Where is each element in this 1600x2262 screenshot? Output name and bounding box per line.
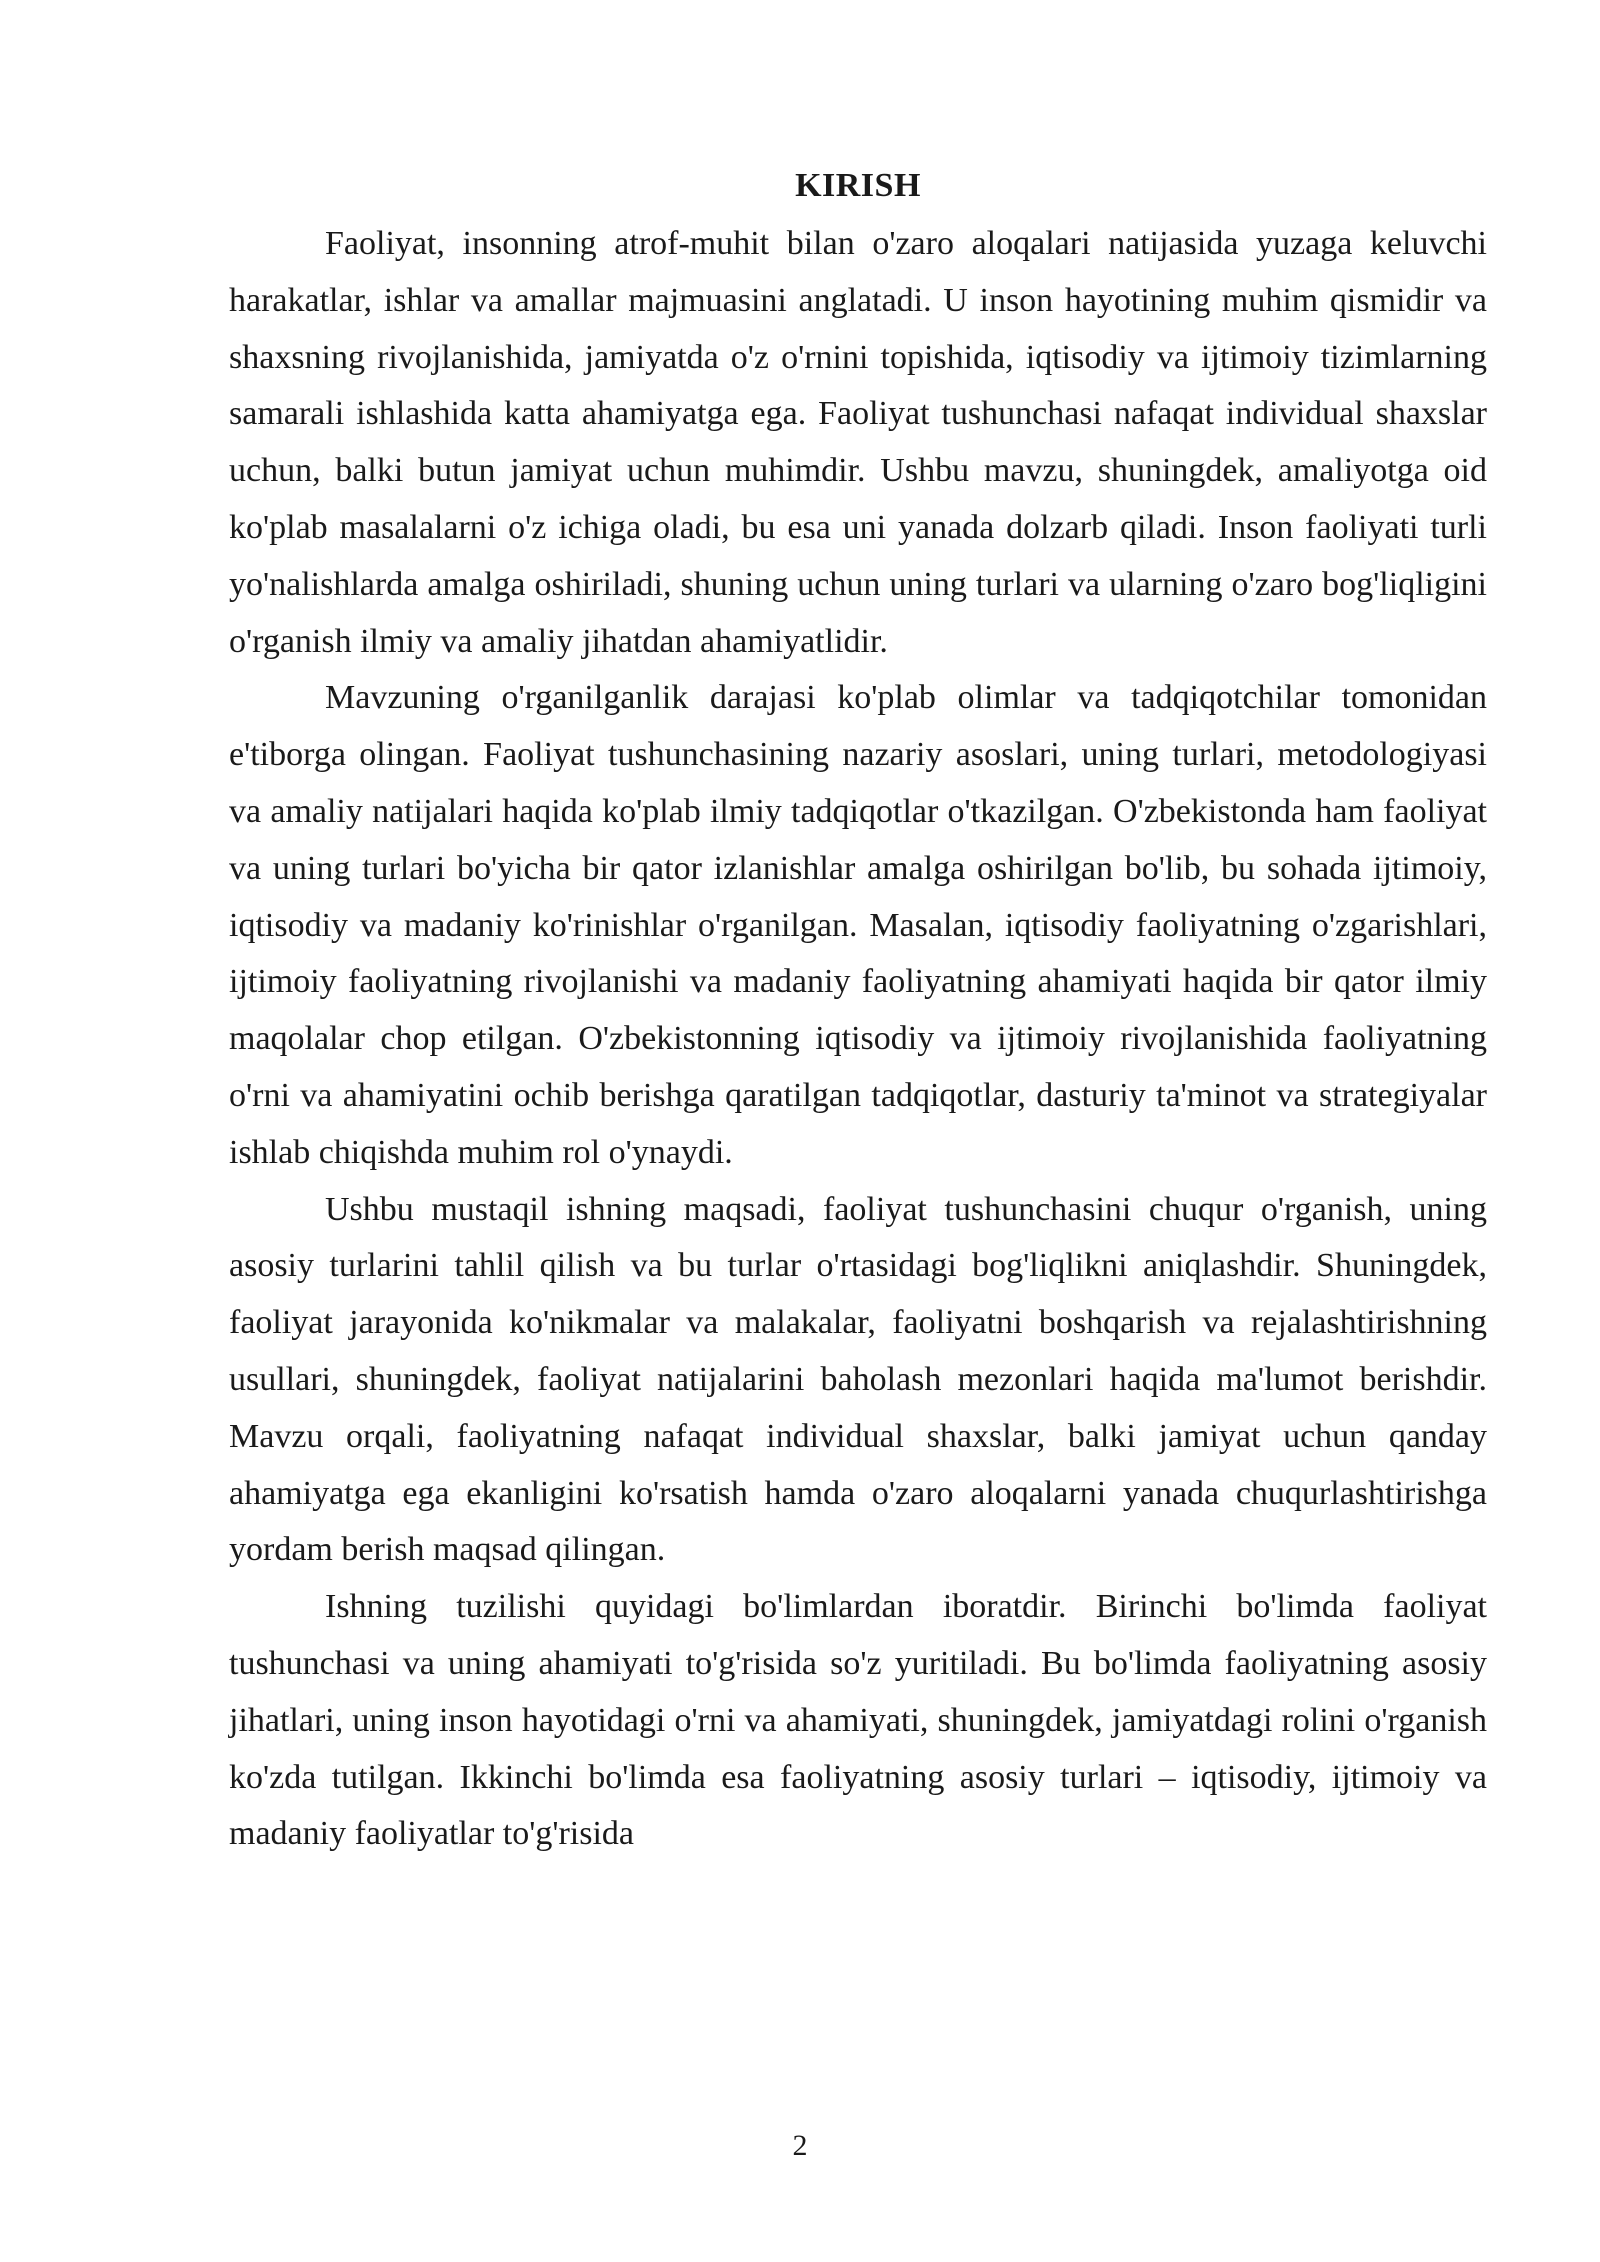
paragraph-research-level: Mavzuning o'rganilganlik darajasi ko'plab olimlar va tadqiqotchilar tomonidan e'tiborga olingan. Faoliyat tushunchasining nazariy asoslari, uning turlari, metodologiyasi va amaliy natijalari haqida ko'plab ilmiy tadqiqotlar o'tkazilgan. O'zbekistonda ham faoliyat va uning turlari bo'yicha bir qator izlanishlar amalga oshirilgan bo'lib, bu sohada ijtimoiy, iqtisodiy va madaniy ko'rinishlar o'rganilgan. Masalan, iqtisodiy faoliyatning o'zgarishlari, ijtimoiy faoliyatning rivojlanishi va madaniy faoliyatning ahamiyati haqida bir qator ilmiy maqolalar chop etilgan. O'zbekistonning iqtisodiy va ijtimoiy rivojlanishida faoliyatning o'rni va ahamiyatini ochib berishga qaratilgan tadqiqotlar, dasturiy ta'minot va strategiyalar ishlab chiqishda muhim rol o'ynaydi. <box>229 679 1487 1171</box>
section-title: KIRISH <box>795 167 921 204</box>
page-content <box>229 160 1487 1863</box>
paragraph-purpose: Ushbu mustaqil ishning maqsadi, faoliyat tushunchasini chuqur o'rganish, uning asosiy turlarini tahlil qilish va bu turlar o'rtasidagi bog'liqlikni aniqlashdir. Shuningdek, faoliyat jarayonida ko'nikmalar va malakalar, faoliyatni boshqarish va rejalashtirishning usullari, shuningdek, faoliyat natijalarini baholash mezonlari haqida ma'lumot berishdir. Mavzu orqali, faoliyatning nafaqat individual shaxslar, balki jamiyat uchun qanday ahamiyatga ega ekanligini ko'rsatish hamda o'zaro aloqalarni yanada chuqurlashtirishga yordam berish maqsad qilingan. <box>229 1190 1487 1569</box>
page-number: 2 <box>792 2129 808 2162</box>
paragraph-introduction: Faoliyat, insonning atrof-muhit bilan o'zaro aloqalari natijasida yuzaga keluvchi harakatlar, ishlar va amallar majmuasini anglatadi. U inson hayotining muhim qismidir va shaxsning rivojlanishida, jamiyatda o'z o'rnini topishida, iqtisodiy va ijtimoiy tizimlarning samarali ishlashida katta ahamiyatga ega. Faoliyat tushunchasi nafaqat individual shaxslar uchun, balki butun jamiyat uchun muhimdir. Ushbu mavzu, shuningdek, amaliyotga oid ko'plab masalalarni o'z ichiga oladi, bu esa uni yanada dolzarb qiladi. Inson faoliyati turli yo'nalishlarda amalga oshiriladi, shuning uchun uning turlari va ularning o'zaro bog'liqligini o'rganish ilmiy va amaliy jihatdan ahamiyatlidir. <box>229 225 1487 660</box>
paragraph-structure: Ishning tuzilishi quyidagi bo'limlardan iboratdir. Birinchi bo'limda faoliyat tushunchasi va uning ahamiyati to'g'risida so'z yuritiladi. Bu bo'limda faoliyatning asosiy jihatlari, uning inson hayotidagi o'rni va ahamiyati, shuningdek, jamiyatdagi rolini o'rganish ko'zda tutilgan. Ikkinchi bo'limda esa faoliyatning asosiy turlari – iqtisodiy, ijtimoiy va madaniy faoliyatlar to'g'risida <box>229 1588 1487 1853</box>
